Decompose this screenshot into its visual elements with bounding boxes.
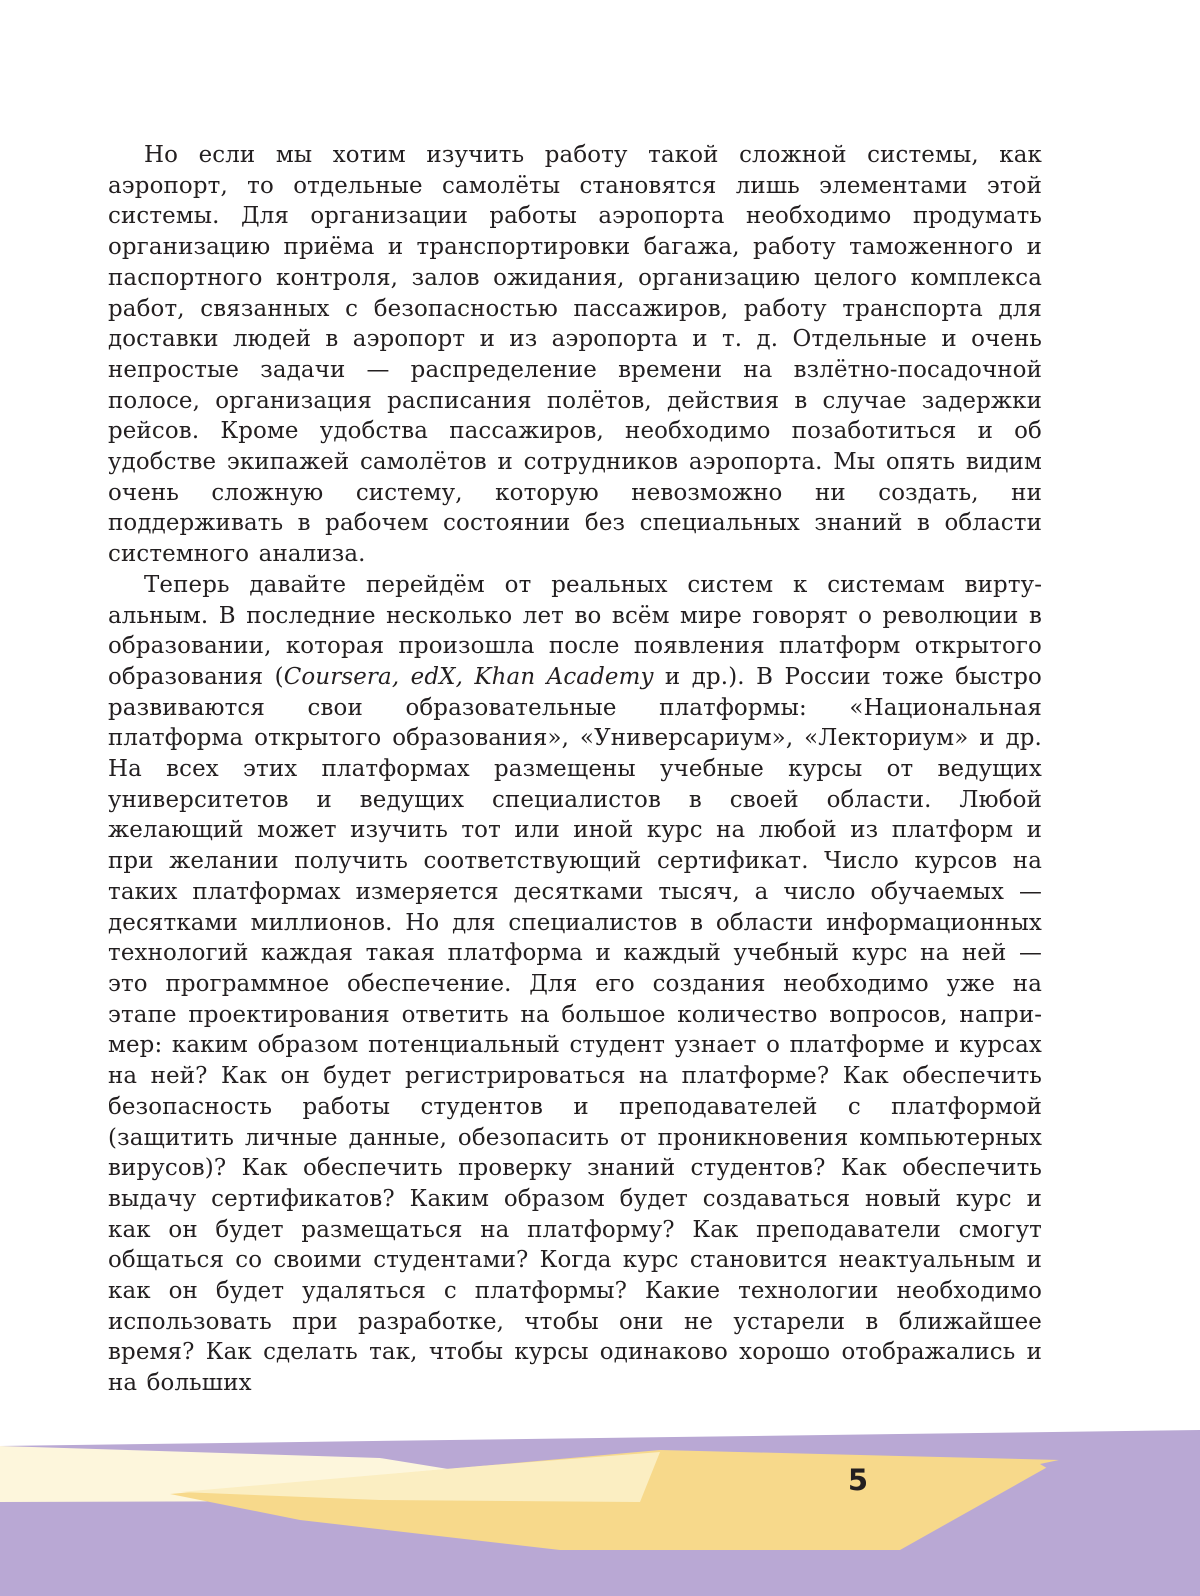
page-number: 5 (847, 1463, 869, 1497)
text-segment: Но если мы хотим изучить работу такой сложной системы, как аэропорт, то отдельные самолёты становятся лишь элементами этой системы. Для организации работы аэропорта необходимо продумать организацию приёма и транспортировки багажа, работу таможенного и паспортного контроля, залов ожидания, организацию целого комплекса работ, связанных с безопасностью пассажиров, работу транспорта для доставки людей в аэропорт и из аэропорта и т. д. Отдельные и очень непростые задачи — распределение времени на взлётно-посадочной полосе, организация расписания полётов, действия в случае задержки рейсов. Кроме удобства пассажиров, необходимо позаботиться и об удобстве экипажей самолётов и сотрудников аэропорта. Мы опять видим очень сложную систему, которую невозможно ни создать, ни поддерживать в рабочем состоянии без специальных знаний в области системного анализа. (108, 142, 1042, 568)
paragraph-online-education (108, 570, 1042, 1399)
footer-decoration (0, 1430, 1200, 1596)
platform-names: Coursera, edX, Khan Academy (283, 663, 654, 690)
paragraph-airport (108, 140, 1042, 570)
body-text (108, 140, 1042, 1399)
text-segment: и др.). В России тоже быстро развиваются свои образовательные платформы: «Национальная платформа открытого образования», «Универсариум», «Лекториум» и др. На всех этих платформах размещены учебные курсы от ведущих университетов и ведущих специалистов в своей области. Любой желающий может изучить тот или иной курс на любой из платформ и при желании получить соответствующий сертификат. Число курсов на таких платформах измеряется десятками тысяч, а число обучаемых — десятками миллионов. Но для специалистов в области информационных технологий каждая такая платформа и каждый учебный курс на ней — это программное обеспечение. Для его создания необходимо уже на этапе проектирования ответить на большое количество вопросов, например: каким образом потенциальный студент узнает о платформе и курсах на ней? Как он будет регистрироваться на платформе? Как обеспечить безопасность работы студентов и преподавателей с платформой (защитить личные данные, обезопасить от проникновения компьютерных вирусов)? Как обеспечить проверку знаний студентов? Как обеспечить выдачу сертификатов? Каким образом будет создаваться новый курс и как он будет размещаться на платформу? Как преподаватели смогут общаться со своими студентами? Когда курс становится неактуальным и как он будет удаляться с платформы? Какие технологии необходимо использовать при разработке, чтобы они не устарели в ближайшее время? Как сделать так, чтобы курсы одинаково хорошо отображались и на больших (108, 663, 1042, 1397)
text-segment: Теперь давайте перейдём от реальных систем к системам виртуальным. В последние несколько лет во всём мире говорят о революции в образовании, которая произошла после появления платформ открытого образования ( (108, 571, 1042, 690)
